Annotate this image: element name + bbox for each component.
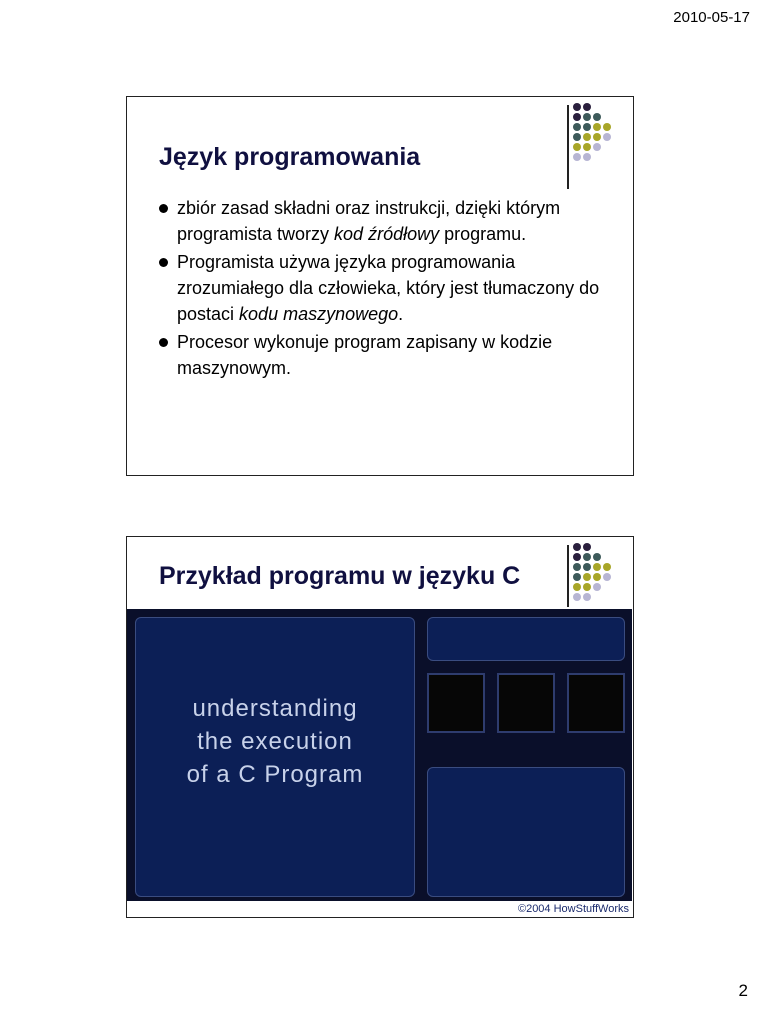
bullet-icon bbox=[159, 258, 168, 267]
bullet-list bbox=[155, 195, 615, 383]
title-divider bbox=[567, 105, 569, 189]
dot-icon bbox=[593, 573, 601, 581]
dot-icon bbox=[573, 123, 581, 131]
dot-icon bbox=[573, 563, 581, 571]
dot-icon bbox=[603, 133, 611, 141]
image-square bbox=[427, 673, 485, 733]
dot-icon bbox=[583, 583, 591, 591]
dot-icon bbox=[573, 573, 581, 581]
dot-icon bbox=[573, 143, 581, 151]
slide-title: Przykład programu w języku C bbox=[159, 562, 521, 590]
slide-1 bbox=[126, 96, 634, 476]
slide-title: Język programowania bbox=[159, 143, 421, 171]
dot-icon bbox=[593, 143, 601, 151]
dot-icon bbox=[583, 133, 591, 141]
dot-icon bbox=[573, 103, 581, 111]
bullet-item: zbiór zasad składni oraz instrukcji, dzięki którym programista tworzy kod źródłowy programu. bbox=[155, 195, 615, 247]
image-bottom-panel bbox=[427, 767, 625, 897]
dot-icon bbox=[593, 553, 601, 561]
dot-icon bbox=[573, 583, 581, 591]
dot-icon bbox=[573, 133, 581, 141]
page-number: 2 bbox=[738, 981, 748, 1000]
slide-2 bbox=[126, 536, 634, 918]
dot-icon bbox=[583, 103, 591, 111]
page-date: 2010-05-17 bbox=[673, 9, 750, 26]
dot-icon bbox=[593, 583, 601, 591]
bullet-item: Procesor wykonuje program zapisany w kodzie maszynowym. bbox=[155, 329, 615, 381]
dot-icon bbox=[603, 563, 611, 571]
dot-icon bbox=[593, 113, 601, 121]
dot-icon bbox=[573, 543, 581, 551]
dot-icon bbox=[603, 123, 611, 131]
bullet-icon bbox=[159, 338, 168, 347]
bullet-item: Programista używa języka programowania zrozumiałego dla człowieka, który jest tłumaczony do postaci kodu maszynowego. bbox=[155, 249, 615, 327]
image-main-panel bbox=[135, 617, 415, 897]
bullet-icon bbox=[159, 204, 168, 213]
dot-icon bbox=[573, 593, 581, 601]
image-credit: ©2004 HowStuffWorks bbox=[517, 903, 629, 915]
dot-icon bbox=[593, 123, 601, 131]
dot-icon bbox=[583, 143, 591, 151]
dot-icon bbox=[583, 113, 591, 121]
dot-icon bbox=[593, 563, 601, 571]
dot-icon bbox=[603, 573, 611, 581]
image-caption: understanding the execution of a C Program bbox=[186, 695, 364, 788]
dot-icon bbox=[583, 553, 591, 561]
dot-icon bbox=[583, 593, 591, 601]
program-image bbox=[127, 609, 632, 901]
dot-icon bbox=[583, 543, 591, 551]
image-square bbox=[567, 673, 625, 733]
dot-icon bbox=[583, 153, 591, 161]
dot-icon bbox=[593, 133, 601, 141]
image-top-panel bbox=[427, 617, 625, 661]
image-square bbox=[497, 673, 555, 733]
title-divider bbox=[567, 545, 569, 607]
dot-icon bbox=[573, 153, 581, 161]
dot-icon bbox=[573, 113, 581, 121]
dot-icon bbox=[573, 553, 581, 561]
dot-icon bbox=[583, 563, 591, 571]
dot-icon bbox=[583, 123, 591, 131]
dot-icon bbox=[583, 573, 591, 581]
